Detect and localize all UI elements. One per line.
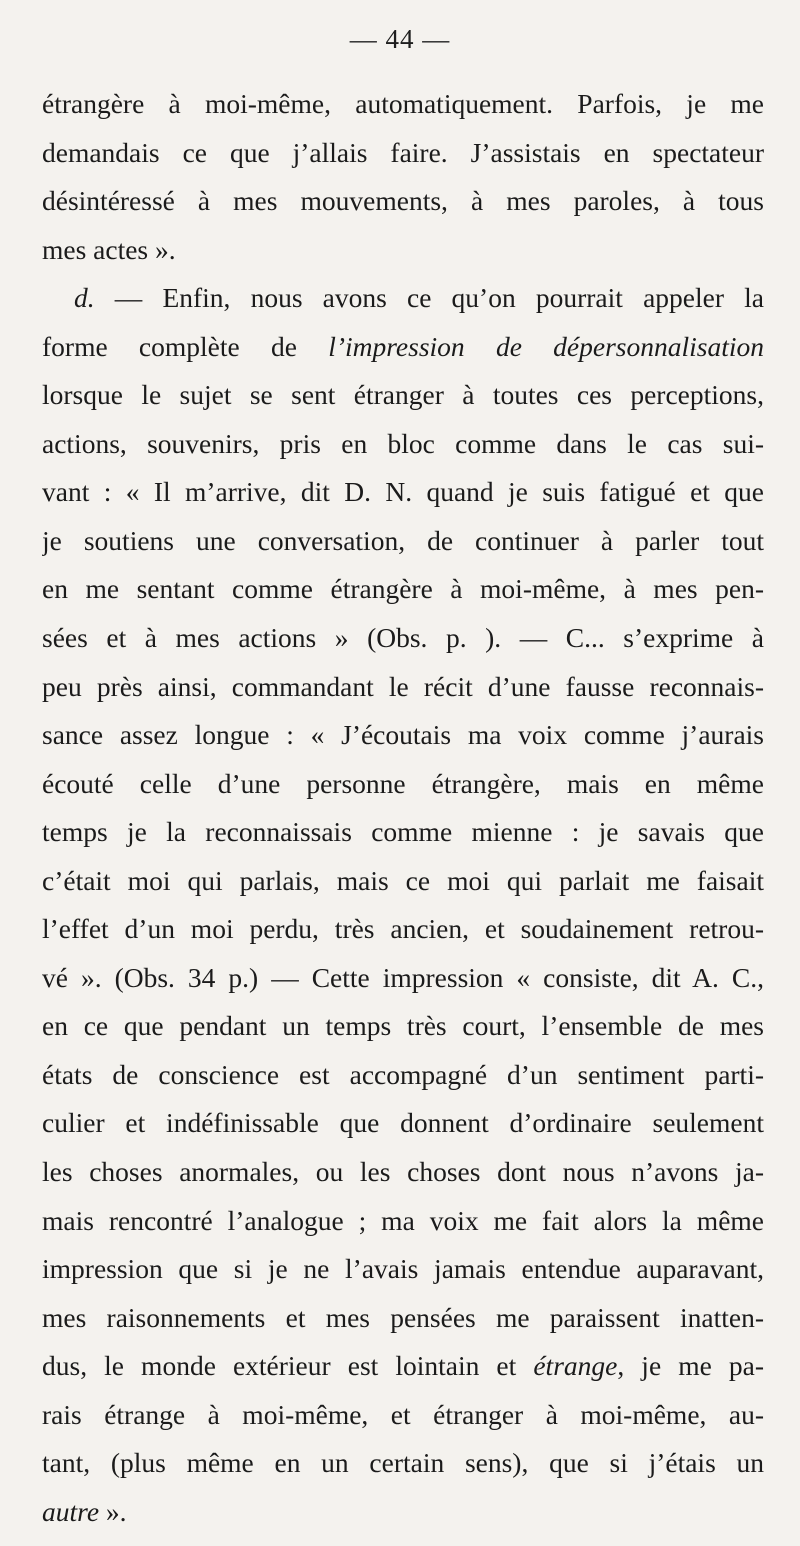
- text-line-20: en ce que pendant un temps très court, l’ensemble de mes: [42, 1010, 764, 1042]
- text-line-17: c’était moi qui parlais, mais ce moi qui parlait me faisait: [42, 864, 764, 896]
- text-line-25: impression que si je ne l’avais jamais entendue auparavant,: [42, 1253, 764, 1285]
- italic-word: autre: [42, 1495, 100, 1527]
- text-line-24: mais rencontré l’analogue ; ma voix me fait alors la même: [42, 1204, 764, 1236]
- text-line-16: temps je la reconnaissais comme mienne : je savais que: [42, 816, 764, 848]
- text-line-26: mes raisonnements et mes pensées me paraissent inatten-: [42, 1301, 764, 1333]
- text-line-21: états de conscience est accompagné d’un sentiment parti-: [42, 1058, 764, 1090]
- text-line-2: demandais ce que j’allais faire. J’assistais en spectateur: [42, 136, 764, 168]
- text-line-13: peu près ainsi, commandant le récit d’une fausse reconnais-: [42, 670, 764, 702]
- text-line-11: en me sentant comme étrangère à moi-même, à mes pen-: [42, 573, 764, 605]
- text-line-18: l’effet d’un moi perdu, très ancien, et soudainement retrou-: [42, 913, 764, 945]
- text-line-1: étrangère à moi-même, automatiquement. Parfois, je me: [42, 88, 764, 119]
- text-line-29: tant, (plus même en un certain sens), que si j’étais un: [42, 1447, 764, 1479]
- text-line-22: culier et indéfinissable que donnent d’ordinaire seulement: [42, 1107, 764, 1139]
- text-line-12: sées et à mes actions » (Obs. p. ). — C... s’exprime à: [42, 622, 764, 654]
- text-line-8: actions, souvenirs, pris en bloc comme dans le cas sui-: [42, 427, 764, 459]
- text-line-15: écouté celle d’une personne étrangère, mais en même: [42, 767, 764, 799]
- text-line-7: lorsque le sujet se sent étranger à toutes ces perceptions,: [42, 379, 764, 411]
- body-text: [42, 80, 764, 1536]
- text-line-28: rais étrange à moi-même, et étranger à moi-même, au-: [42, 1398, 764, 1430]
- text-line-14: sance assez longue : « J’écoutais ma voix comme j’aurais: [42, 719, 764, 751]
- text-line-27: dus, le monde extérieur est lointain et étrange, je me pa-: [42, 1350, 764, 1382]
- italic-term: l’impression de dépersonnalisation: [328, 330, 764, 362]
- text-line-23: les choses anormales, ou les choses dont nous n’avons ja-: [42, 1156, 764, 1188]
- page-number: — 44 —: [349, 24, 451, 54]
- text-line-10: je soutiens une conversation, de continuer à parler tout: [42, 524, 764, 556]
- text-line-5: d. — Enfin, nous avons ce qu’on pourrait appeler la: [74, 282, 764, 314]
- italic-word: étrange: [533, 1350, 618, 1382]
- text-line-6: forme complète de l’impression de dépersonnalisation: [42, 330, 764, 362]
- text-line-4: mes actes ».: [42, 233, 176, 265]
- text-line-19: vé ». (Obs. 34 p.) — Cette impression « consiste, dit A. C.,: [42, 961, 764, 993]
- text-line-30: autre ».: [42, 1495, 127, 1527]
- text-line-9: vant : « Il m’arrive, dit D. N. quand je suis fatigué et que: [42, 476, 764, 508]
- text-line-3: désintéressé à mes mouvements, à mes paroles, à tous: [42, 185, 764, 217]
- section-letter: d.: [74, 282, 95, 314]
